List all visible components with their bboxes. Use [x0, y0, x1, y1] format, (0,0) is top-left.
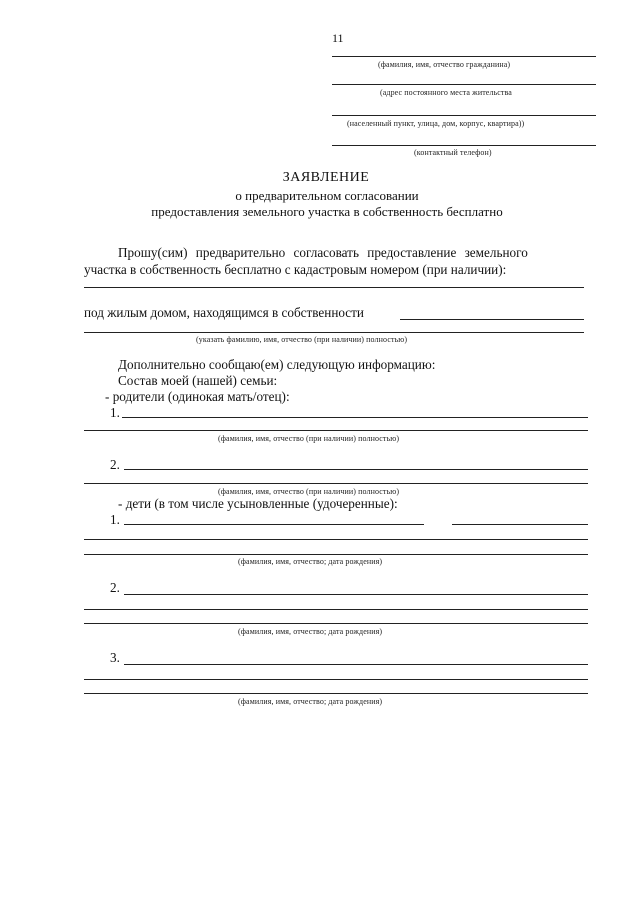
applicant-name-caption: (фамилия, имя, отчество гражданина): [378, 60, 511, 69]
family-composition-label: Состав моей (нашей) семьи:: [118, 373, 278, 388]
parent-1-field[interactable]: [122, 417, 588, 418]
child-1-name-field[interactable]: [124, 524, 424, 525]
page-number: 11: [332, 31, 344, 45]
locality-caption: (населенный пункт, улица, дом, корпус, квартира)): [347, 119, 525, 128]
title-subline-1: о предварительном согласовании: [235, 188, 419, 203]
parent-1-caption: (фамилия, имя, отчество (при наличии) полностью): [218, 434, 400, 443]
parent-1-field-continued[interactable]: [84, 430, 588, 431]
child-2-field-continued[interactable]: [84, 609, 588, 610]
house-owner-caption: (указать фамилию, имя, отчество (при наличии) полностью): [196, 335, 408, 344]
child-3-field-continued-2[interactable]: [84, 693, 588, 694]
children-label: - дети (в том числе усыновленные (удочеренные):: [118, 496, 398, 511]
phone-caption: (контактный телефон): [414, 148, 492, 157]
title-subline-2: предоставления земельного участка в собственность бесплатно: [151, 204, 503, 219]
additional-info-intro: Дополнительно сообщаю(ем) следующую информацию:: [118, 357, 436, 372]
child-1-caption: (фамилия, имя, отчество; дата рождения): [238, 557, 383, 566]
child-2-field[interactable]: [124, 594, 588, 595]
request-line-1: Прошу(сим) предварительно согласовать предоставление земельного: [118, 245, 528, 260]
child-3-number: 3.: [110, 650, 120, 665]
child-3-field-continued[interactable]: [84, 679, 588, 680]
house-owner-field-continued[interactable]: [84, 332, 584, 333]
locality-field[interactable]: [332, 115, 596, 116]
request-line-2: участка в собственность бесплатно с кадастровым номером (при наличии):: [84, 262, 507, 277]
child-2-caption: (фамилия, имя, отчество; дата рождения): [238, 627, 383, 636]
parent-2-field-continued[interactable]: [84, 483, 588, 484]
child-3-field[interactable]: [124, 664, 588, 665]
cadastral-number-field[interactable]: [84, 287, 584, 288]
child-1-field-continued[interactable]: [84, 539, 588, 540]
child-1-field-continued-2[interactable]: [84, 554, 588, 555]
house-ownership-label: под жилым домом, находящимся в собственности: [84, 305, 364, 320]
parents-label: - родители (одинокая мать/отец):: [105, 389, 290, 404]
child-1-number: 1.: [110, 512, 120, 527]
address-field[interactable]: [332, 84, 596, 85]
parent-2-field[interactable]: [124, 469, 588, 470]
parent-1-number: 1.: [110, 405, 120, 420]
child-2-field-continued-2[interactable]: [84, 623, 588, 624]
address-caption: (адрес постоянного места жительства: [380, 88, 512, 97]
child-3-caption: (фамилия, имя, отчество; дата рождения): [238, 697, 383, 706]
phone-field[interactable]: [332, 145, 596, 146]
parent-2-number: 2.: [110, 457, 120, 472]
parent-2-caption: (фамилия, имя, отчество (при наличии) полностью): [218, 487, 400, 496]
document-title: ЗАЯВЛЕНИЕ: [282, 170, 370, 185]
house-owner-field[interactable]: [400, 319, 584, 320]
applicant-name-field[interactable]: [332, 56, 596, 57]
child-1-birthdate-field[interactable]: [452, 524, 588, 525]
child-2-number: 2.: [110, 580, 120, 595]
